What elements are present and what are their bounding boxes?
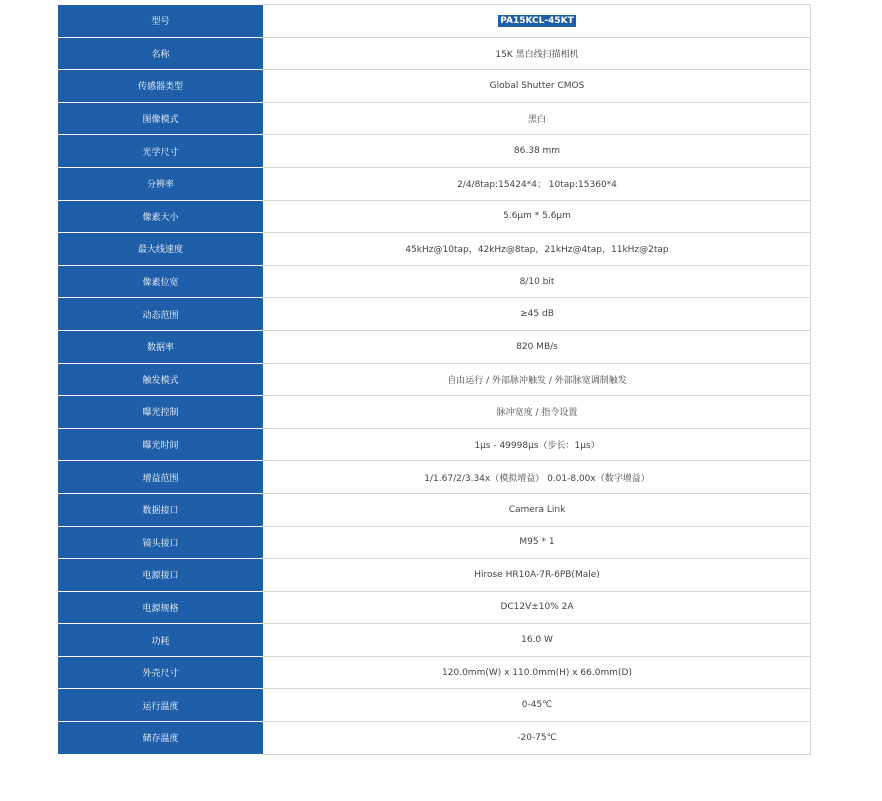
spec-label: 传感器类型 bbox=[58, 70, 264, 103]
spec-table-body bbox=[58, 5, 811, 755]
spec-value: PA15KCL-45KT bbox=[500, 15, 574, 26]
spec-value: 1μs - 49998μs（步长：1μs） bbox=[474, 441, 600, 452]
spec-value: Camera Link bbox=[508, 504, 566, 515]
spec-row bbox=[58, 559, 811, 592]
spec-row bbox=[58, 102, 811, 135]
spec-value: 45kHz@10tap，42kHz@8tap，21kHz@4tap，11kHz@2tap bbox=[405, 245, 669, 256]
spec-value-cell bbox=[264, 330, 811, 363]
spec-label: 触发模式 bbox=[58, 363, 264, 396]
spec-value-cell bbox=[264, 5, 811, 38]
spec-value-cell bbox=[264, 298, 811, 331]
spec-row bbox=[58, 689, 811, 722]
spec-value-cell bbox=[264, 591, 811, 624]
spec-label: 储存温度 bbox=[58, 722, 264, 755]
spec-value-cell bbox=[264, 102, 811, 135]
spec-value-cell bbox=[264, 656, 811, 689]
spec-row bbox=[58, 200, 811, 233]
spec-value-cell bbox=[264, 689, 811, 722]
spec-row bbox=[58, 298, 811, 331]
spec-label: 分辨率 bbox=[58, 167, 264, 200]
spec-value-cell bbox=[264, 70, 811, 103]
spec-label: 型号 bbox=[58, 5, 264, 38]
spec-value: Global Shutter CMOS bbox=[489, 80, 585, 91]
spec-value-cell bbox=[264, 363, 811, 396]
spec-label: 镜头接口 bbox=[58, 526, 264, 559]
spec-value: DC12V±10% 2A bbox=[500, 602, 574, 613]
spec-row bbox=[58, 461, 811, 494]
spec-value-cell bbox=[264, 233, 811, 266]
spec-value-cell bbox=[264, 396, 811, 429]
spec-value: M95 * 1 bbox=[519, 537, 555, 548]
spec-value: -20-75℃ bbox=[517, 732, 557, 743]
spec-value: 自由运行 / 外部脉冲触发 / 外部脉宽调制触发 bbox=[447, 375, 627, 386]
spec-value-cell bbox=[264, 135, 811, 168]
spec-value-cell bbox=[264, 559, 811, 592]
spec-value: 8/10 bit bbox=[519, 276, 555, 287]
spec-row bbox=[58, 428, 811, 461]
spec-label: 增益范围 bbox=[58, 461, 264, 494]
spec-value: 15K 黑白线扫描相机 bbox=[495, 49, 579, 60]
spec-value: 16.0 W bbox=[521, 635, 553, 646]
spec-value-cell bbox=[264, 493, 811, 526]
spec-label: 功耗 bbox=[58, 624, 264, 657]
spec-row bbox=[58, 396, 811, 429]
spec-label: 动态范围 bbox=[58, 298, 264, 331]
spec-row bbox=[58, 135, 811, 168]
spec-value: 黑白 bbox=[527, 115, 546, 126]
spec-label: 数据率 bbox=[58, 330, 264, 363]
spec-row bbox=[58, 167, 811, 200]
spec-row bbox=[58, 591, 811, 624]
spec-row bbox=[58, 70, 811, 103]
spec-value: Hirose HR10A-7R-6PB(Male) bbox=[474, 569, 600, 580]
spec-label: 曝光时间 bbox=[58, 428, 264, 461]
spec-row bbox=[58, 363, 811, 396]
spec-value-cell bbox=[264, 37, 811, 70]
spec-value: 0-45℃ bbox=[521, 700, 553, 711]
spec-value: 820 MB/s bbox=[516, 341, 558, 352]
spec-value: 5.6μm * 5.6μm bbox=[503, 211, 571, 222]
spec-label: 电源接口 bbox=[58, 559, 264, 592]
spec-row bbox=[58, 37, 811, 70]
spec-value-cell bbox=[264, 265, 811, 298]
spec-row bbox=[58, 722, 811, 755]
spec-value-cell bbox=[264, 428, 811, 461]
spec-value: ≥45 dB bbox=[520, 309, 554, 320]
spec-value: 脉冲宽度 / 指令设置 bbox=[496, 408, 578, 419]
spec-label: 数据接口 bbox=[58, 493, 264, 526]
spec-value: 1/1.67/2/3.34x（模拟增益） 0.01-8.00x（数字增益） bbox=[424, 473, 650, 484]
spec-value-cell bbox=[264, 722, 811, 755]
spec-label: 像素大小 bbox=[58, 200, 264, 233]
spec-row bbox=[58, 233, 811, 266]
spec-row bbox=[58, 265, 811, 298]
spec-row bbox=[58, 656, 811, 689]
spec-row bbox=[58, 526, 811, 559]
spec-label: 像素位宽 bbox=[58, 265, 264, 298]
spec-label: 图像模式 bbox=[58, 102, 264, 135]
spec-value-cell bbox=[264, 461, 811, 494]
spec-value: 2/4/8tap:15424*4； 10tap:15360*4 bbox=[457, 180, 617, 191]
spec-label: 光学尺寸 bbox=[58, 135, 264, 168]
spec-row bbox=[58, 624, 811, 657]
spec-row bbox=[58, 493, 811, 526]
spec-label: 最大线速度 bbox=[58, 233, 264, 266]
spec-label: 名称 bbox=[58, 37, 264, 70]
spec-value-cell bbox=[264, 200, 811, 233]
spec-row bbox=[58, 330, 811, 363]
spec-value-cell bbox=[264, 624, 811, 657]
spec-label: 曝光控制 bbox=[58, 396, 264, 429]
spec-label: 电源规格 bbox=[58, 591, 264, 624]
spec-value: 120.0mm(W) x 110.0mm(H) x 66.0mm(D) bbox=[442, 667, 632, 678]
spec-label: 外壳尺寸 bbox=[58, 656, 264, 689]
spec-value: 86.38 mm bbox=[513, 146, 561, 157]
spec-value-cell bbox=[264, 526, 811, 559]
spec-label: 运行温度 bbox=[58, 689, 264, 722]
spec-value-cell bbox=[264, 167, 811, 200]
spec-row bbox=[58, 5, 811, 38]
spec-table bbox=[57, 4, 811, 755]
